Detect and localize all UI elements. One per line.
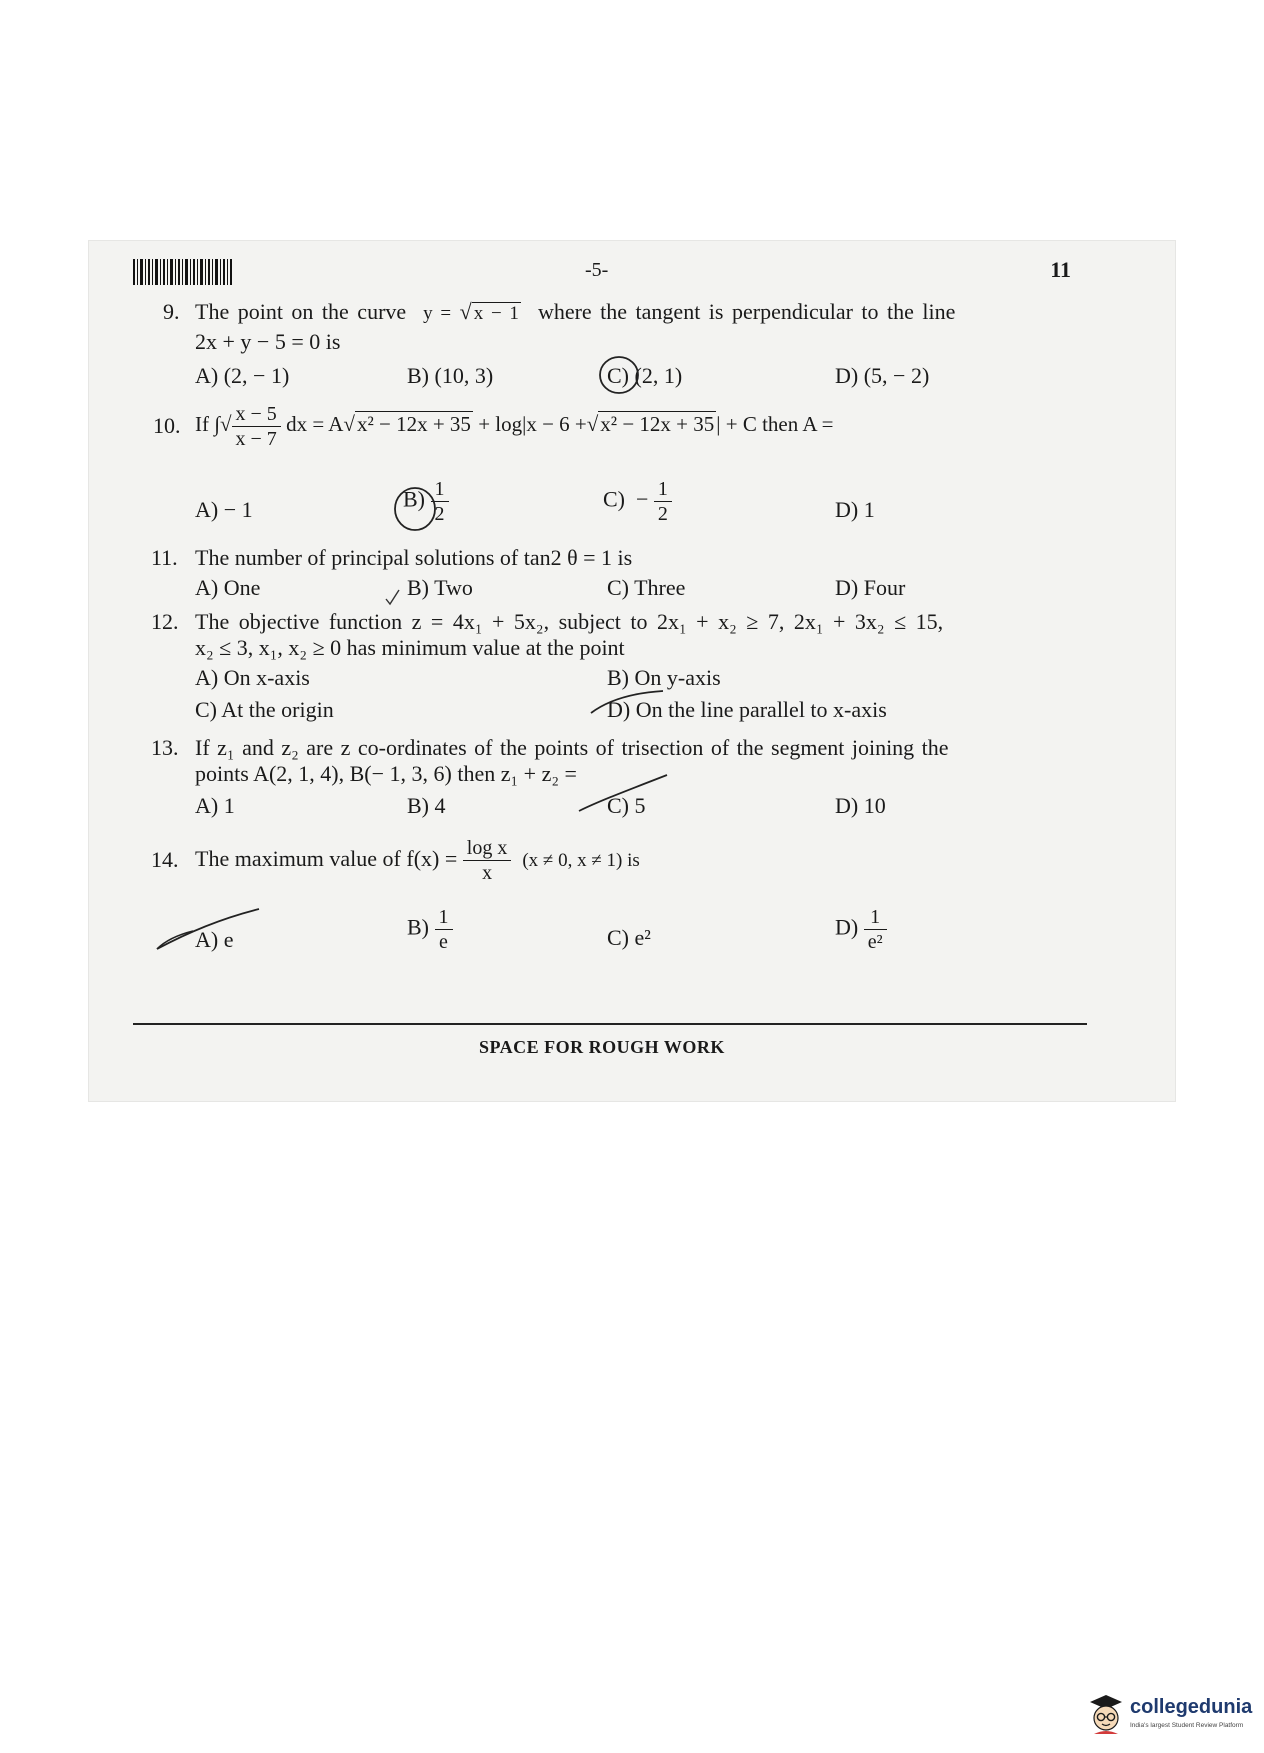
option-b[interactable]: B) Two — [407, 575, 473, 600]
question-text-line2: 2x + y − 5 = 0 is — [195, 329, 341, 354]
option-a[interactable]: A) − 1 — [195, 497, 253, 522]
option-c[interactable]: C) At the origin — [195, 697, 334, 722]
collegedunia-logo — [1086, 1692, 1256, 1742]
integrand-fraction: $\frac{x - 5}{x - 7}$ — [232, 402, 281, 451]
option-b[interactable] — [407, 905, 453, 954]
option-b[interactable] — [403, 477, 449, 526]
option-b[interactable]: B) 4 — [407, 793, 446, 818]
exam-page — [88, 240, 1176, 1102]
option-b-fraction: $\frac{1}{2}$ — [431, 477, 449, 526]
logo-name: collegedunia — [1130, 1696, 1253, 1718]
tick-mark — [383, 587, 403, 607]
question-number: 13. — [151, 735, 179, 760]
question-text: The objective function z = 4x₁ + 5x₂, subject to 2x₁ + x₂ ≥ 7, 2x₁ + 3x₂ ≤ 15, — [195, 609, 944, 634]
option-a[interactable]: A) e — [195, 927, 234, 952]
option-c-fraction: $\frac{1}{2}$ — [654, 477, 672, 526]
option-c[interactable] — [607, 363, 682, 389]
student-avatar-icon — [1086, 1692, 1126, 1738]
page-label: -5- — [585, 259, 609, 281]
option-a[interactable]: A) 1 — [195, 793, 235, 818]
question-number: 12. — [151, 609, 179, 634]
logo-tagline: India's largest Student Review Platform — [1130, 1722, 1244, 1729]
option-a[interactable]: A) (2, − 1) — [195, 363, 290, 388]
question-number: 14. — [151, 847, 179, 872]
option-d[interactable]: D) 1 — [835, 497, 875, 522]
question-text-line2: x₂ ≤ 3, x₁, x₂ ≥ 0 has minimum value at the point — [195, 635, 625, 660]
question-number: 9. — [163, 299, 180, 324]
option-d[interactable]: D) 10 — [835, 793, 886, 818]
option-b-fraction: $\frac{1}{e}$ — [435, 905, 453, 954]
question-text: The point on the curve y = √ x − 1 where the tangent is perpendicular to the line — [195, 299, 956, 324]
option-c-text: (2, 1) — [634, 363, 683, 388]
option-b[interactable]: B) (10, 3) — [407, 363, 494, 388]
option-b-letter: B) — [403, 486, 425, 512]
option-b[interactable]: B) On y-axis — [607, 665, 721, 690]
option-c-sign: − — [636, 486, 649, 512]
option-d[interactable]: D) (5, − 2) — [835, 363, 930, 388]
option-a[interactable]: A) On x-axis — [195, 665, 310, 690]
question-number: 10. — [153, 413, 181, 438]
option-d-fraction: $\frac{1}{\text{e²}}$ — [864, 905, 887, 954]
option-a[interactable]: A) One — [195, 575, 261, 600]
option-d[interactable] — [835, 905, 887, 954]
option-d-letter: D) — [835, 914, 859, 940]
option-c[interactable]: C) Three — [607, 575, 686, 600]
option-b-letter: B) — [407, 914, 429, 940]
barcode-icon — [133, 259, 233, 285]
question-text: If z₁ and z₂ are z co-ordinates of the points of trisection of the segment joining the — [195, 735, 949, 760]
rough-work-divider — [133, 1023, 1087, 1025]
option-c-letter: C) — [603, 486, 625, 512]
question-text: If ∫√ $\frac{x - 5}{x - 7}$ dx = A√x² − 12x + 35 + log|x − 6 +√x² − 12x + 35| + C then A = — [195, 402, 834, 450]
option-c[interactable] — [603, 477, 672, 526]
option-c[interactable]: C) 5 — [607, 793, 646, 818]
option-c-letter: C) — [607, 363, 629, 388]
function-fraction: $\frac{\text{log x}}{x}$ — [463, 836, 512, 885]
question-text: The number of principal solutions of tan2 θ = 1 is — [195, 545, 633, 570]
question-text-line2: points A(2, 1, 4), B(− 1, 3, 6) then z₁ + z₂ = — [195, 761, 577, 786]
option-d[interactable]: D) On the line parallel to x-axis — [607, 697, 887, 722]
question-number: 11. — [151, 545, 178, 570]
option-c[interactable]: C) e² — [607, 925, 651, 950]
rough-work-label: SPACE FOR ROUGH WORK — [479, 1037, 725, 1057]
sheet-number: 11 — [1050, 257, 1071, 282]
option-d[interactable]: D) Four — [835, 575, 906, 600]
question-text: The maximum value of f(x) = $\frac{\text{log x}}{x}$ (x ≠ 0, x ≠ 1) is — [195, 837, 640, 885]
